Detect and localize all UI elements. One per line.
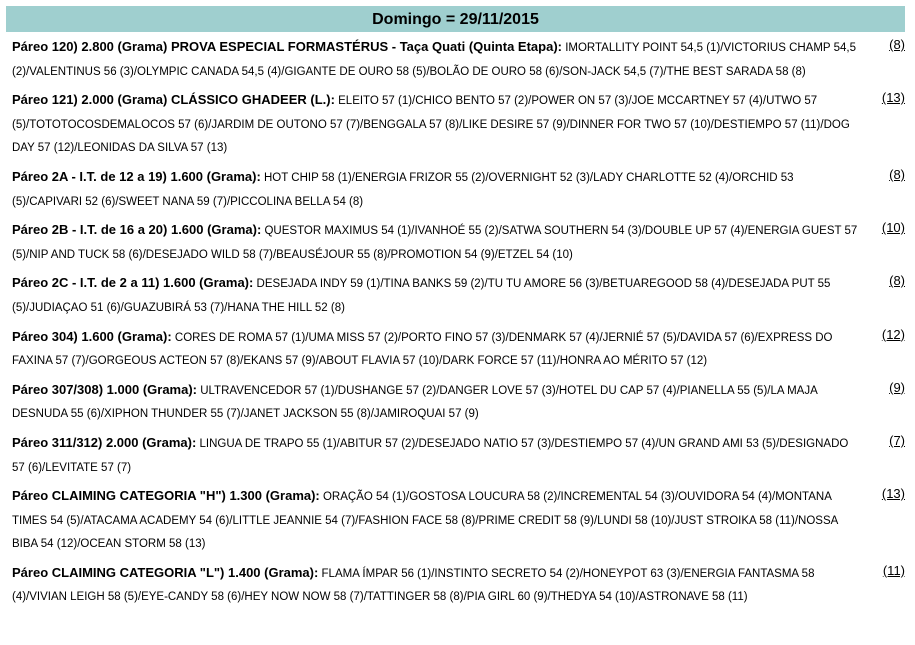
race-entries: CORES DE ROMA 57 (1)/UMA MISS 57 (2)/PORTO FINO 57 (3)/DENMARK 57 (4)/JERNIÉ 57 (5)/DAVIDA 57 (6)/EXPRESS DO FAXINA 57 (7)/GORGEOUS ACTEON 57 (8)/EKANS 57 (9)/ABOUT FLAVIA 57 (10)/DARK FORCE 57 (11)/HONRA AO MÉRITO 57 (12) — [12, 331, 833, 368]
date-header: Domingo = 29/11/2015 — [6, 6, 905, 32]
race-entry-count-link[interactable]: (8) — [889, 273, 905, 289]
race-title: Páreo 121) 2.000 (Grama) CLÁSSICO GHADEER (L.): — [12, 92, 335, 108]
race-item — [12, 484, 907, 557]
race-entries: FLAMA ÍMPAR 56 (1)/INSTINTO SECRETO 54 (2)/HONEYPOT 63 (3)/ENERGIA FANTASMA 58 (4)/VIVIAN LEIGH 58 (5)/EYE-CANDY 58 (6)/HEY NOW NOW 58 (7)/TATTINGER 58 (8)/PIA GIRL 60 (9)/THEDYA 54 (10)/ASTRONAVE 58 (11) — [12, 567, 815, 604]
race-entries: LINGUA DE TRAPO 55 (1)/ABITUR 57 (2)/DESEJADO NATIO 57 (3)/DESTIEMPO 57 (4)/UN GRAND AMI 53 (5)/DESIGNADO 57 (6)/LEVITATE 57 (7) — [12, 437, 849, 474]
race-text — [12, 88, 862, 161]
race-title: Páreo 2C - I.T. de 2 a 11) 1.600 (Grama): — [12, 275, 254, 291]
race-text — [12, 431, 862, 480]
race-entry-count-link[interactable]: (13) — [881, 486, 905, 502]
race-text — [12, 35, 862, 84]
race-text — [12, 165, 862, 214]
race-title: Páreo 2A - I.T. de 12 a 19) 1.600 (Grama): — [12, 168, 261, 184]
race-text — [12, 271, 862, 320]
race-entries: ELEITO 57 (1)/CHICO BENTO 57 (2)/POWER ON 57 (3)/JOE MCCARTNEY 57 (4)/UTWO 57 (5)/TOTOTOCOSDEMALOCOS 57 (6)/JARDIM DE OUTONO 57 (7)/BENGGALA 57 (8)/LIKE DESIRE 57 (9)/DINNER FOR TWO 57 (10)/DESTIEMPO 57 (11)/DOG DAY 57 (12)/LEONIDAS DA SILVA 57 (13) — [12, 95, 850, 155]
race-item — [12, 271, 907, 320]
race-title: Páreo 307/308) 1.000 (Grama): — [12, 381, 197, 397]
race-entries: HOT CHIP 58 (1)/ENERGIA FRIZOR 55 (2)/OVERNIGHT 52 (3)/LADY CHARLOTTE 52 (4)/ORCHID 53 (5)/CAPIVARI 52 (6)/SWEET NANA 59 (7)/PICCOLINA BELLA 54 (8) — [12, 171, 794, 208]
race-item — [12, 561, 907, 610]
race-item — [12, 325, 907, 374]
race-text — [12, 484, 862, 557]
race-title: Páreo 311/312) 2.000 (Grama): — [12, 434, 197, 450]
race-entry-count-link[interactable]: (13) — [881, 90, 905, 106]
race-entry-count-link[interactable]: (7) — [889, 432, 905, 448]
race-text — [12, 218, 862, 267]
race-item — [12, 165, 907, 214]
race-list — [12, 35, 907, 614]
race-item — [12, 35, 907, 84]
race-title: Páreo 120) 2.800 (Grama) PROVA ESPECIAL FORMASTÉRUS - Taça Quati (Quinta Etapa): — [12, 39, 562, 54]
race-item — [12, 431, 907, 480]
race-entries: IMORTALLITY POINT 54,5 (1)/VICTORIUS CHAMP 54,5 (2)/VALENTINUS 56 (3)/OLYMPIC CANADA 54,5 (4)/GIGANTE DE OURO 58 (5)/BOLÃO DE OURO 58 (6)/SON-JACK 54,5 (7)/THE BEST SARADA 58 (8) — [12, 42, 856, 78]
race-item — [12, 218, 907, 267]
race-title: Páreo 2B - I.T. de 16 a 20) 1.600 (Grama): — [12, 222, 262, 238]
race-item — [12, 378, 907, 427]
race-entry-count-link[interactable]: (8) — [889, 166, 905, 182]
race-entry-count-link[interactable]: (8) — [889, 37, 905, 52]
race-text — [12, 325, 862, 374]
race-title: Páreo CLAIMING CATEGORIA "H") 1.300 (Grama): — [12, 488, 320, 504]
race-entry-count-link[interactable]: (9) — [889, 379, 905, 395]
race-entries: ULTRAVENCEDOR 57 (1)/DUSHANGE 57 (2)/DANGER LOVE 57 (3)/HOTEL DU CAP 57 (4)/PIANELLA 55 (5)/LA MAJA DESNUDA 55 (6)/XIPHON THUNDER 55 (7)/JANET JACKSON 55 (8)/JAMIROQUAI 57 (9) — [12, 384, 818, 421]
race-entries: DESEJADA INDY 59 (1)/TINA BANKS 59 (2)/TU TU AMORE 56 (3)/BETUAREGOOD 58 (4)/DESEJADA PUT 55 (5)/JUDIAÇAO 51 (6)/GUAZUBIRÁ 53 (7)/HANA THE HILL 52 (8) — [12, 278, 831, 314]
race-entries: QUESTOR MAXIMUS 54 (1)/IVANHOÉ 55 (2)/SATWA SOUTHERN 54 (3)/DOUBLE UP 57 (4)/ENERGIA GUEST 57 (5)/NIP AND TUCK 58 (6)/DESEJADO WILD 58 (7)/BEAUSÉJOUR 55 (8)/PROMOTION 54 (9)/ETZEL 54 (10) — [12, 225, 858, 261]
race-entry-count-link[interactable]: (11) — [882, 562, 905, 578]
race-item — [12, 88, 907, 161]
race-text — [12, 561, 862, 610]
race-entry-count-link[interactable]: (10) — [881, 220, 905, 236]
race-title: Páreo 304) 1.600 (Grama): — [12, 328, 172, 344]
race-title: Páreo CLAIMING CATEGORIA "L") 1.400 (Grama): — [12, 564, 319, 580]
race-entries: ORAÇÃO 54 (1)/GOSTOSA LOUCURA 58 (2)/INCREMENTAL 54 (3)/OUVIDORA 54 (4)/MONTANA TIMES 54 (5)/ATACAMA ACADEMY 54 (6)/LITTLE JEANNIE 54 (7)/FASHION FACE 58 (8)/PRIME CREDIT 58 (9)/LUNDI 58 (10)/JUST STROIKA 58 (11)/NOSSA BIBA 54 (12)/OCEAN STORM 58 (13) — [12, 491, 838, 551]
race-entry-count-link[interactable]: (12) — [881, 326, 905, 342]
race-text — [12, 378, 862, 427]
